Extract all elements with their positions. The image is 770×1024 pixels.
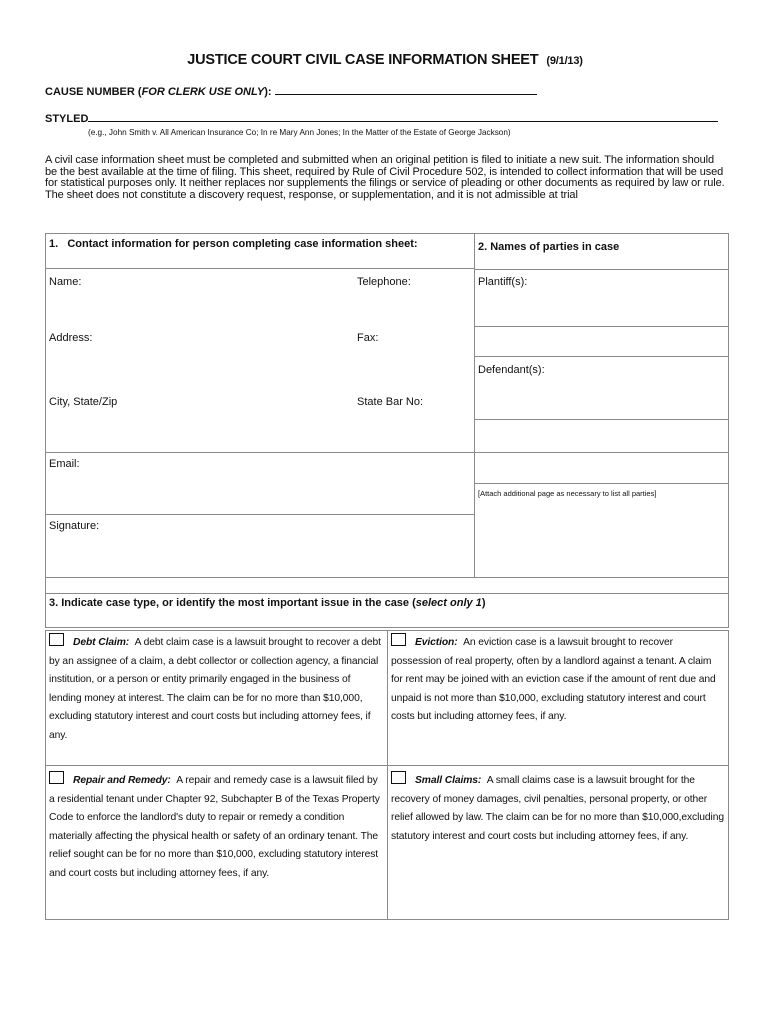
- debt-claim-text: A debt claim case is a lawsuit brought to recover a debt by an assignee of a claim, a debt collector or collection agency, a financial institution, or a person or entity primarily engaged in the business of lending money at interest. The claim can be for no more than $10,000, excluding statutory interest and court costs but including attorney fees, if any.: [49, 637, 381, 741]
- defendants-label: Defendant(s):: [478, 364, 545, 376]
- telephone-label: Telephone:: [357, 276, 411, 288]
- grid-line: [728, 233, 729, 594]
- grid-line: [728, 630, 729, 920]
- section1-number: 1.: [49, 238, 59, 250]
- grid-line: [474, 326, 729, 327]
- fax-label: Fax:: [357, 332, 379, 344]
- cause-number-blank[interactable]: [275, 84, 537, 95]
- styled-label: STYLED: [45, 113, 89, 125]
- debt-claim-title: Debt Claim:: [73, 637, 130, 648]
- cause-number-row: [45, 84, 537, 98]
- repair-remedy-text: A repair and remedy case is a lawsuit filed by a residential tenant under Chapter 92, Subchapter B of the Texas Property Code to enforce the landlord's duty to repair or remedy a condition materially affecting the physical health or safety of an ordinary tenant. The relief sought can be for no more than $10,000, excluding statutory interest and court costs but including attorney fees, if any.: [49, 775, 380, 879]
- intro-paragraph: A civil case information sheet must be completed and submitted when an original petition is filed to initiate a new suit. The information should be the best available at the time of filing. This sheet, required by Rule of Civil Procedure 502, is intended to collect information that will be used for statistical purposes only. It neither replaces nor supplements the filings or service of pleading or other documents as required by law or rule. The sheet does not constitute a discovery request, response, or supplementation, and it is not admissible at trial: [45, 154, 725, 201]
- section3-heading: [49, 597, 485, 609]
- grid-line: [728, 593, 729, 627]
- cause-number-label: CAUSE NUMBER (: [45, 86, 142, 98]
- eviction-text: An eviction case is a lawsuit brought to recover possession of real property, often by a landlord against a tenant. A claim for rent may be joined with an eviction case if the amount of rent due and unpaid is not more than $10,000, excluding statutory interest and court costs but including attorney fees, if any.: [391, 637, 716, 723]
- section1-heading-text: Contact information for person completing case information sheet:: [67, 238, 418, 250]
- grid-line: [387, 630, 388, 920]
- cause-number-italic: FOR CLERK USE ONLY: [141, 86, 265, 98]
- city-state-zip-label: City, State/Zip: [49, 396, 118, 408]
- styled-example: (e.g., John Smith v. All American Insurance Co; In re Mary Ann Jones; In the Matter of the Estate of George Jackson): [88, 128, 511, 137]
- grid-line: [474, 419, 729, 420]
- section3-heading-text: 3. Indicate case type, or identify the most important issue in the case (: [49, 597, 416, 609]
- form-title-text: JUSTICE COURT CIVIL CASE INFORMATION SHEET: [187, 52, 539, 68]
- plaintiffs-label: Plantiff(s):: [478, 276, 528, 288]
- grid-line: [45, 577, 729, 578]
- grid-line: [474, 269, 729, 270]
- grid-line: [45, 233, 729, 234]
- repair-remedy-checkbox[interactable]: [49, 771, 64, 784]
- repair-remedy-title: Repair and Remedy:: [73, 775, 171, 786]
- grid-line: [45, 593, 729, 594]
- grid-line: [45, 233, 46, 594]
- small-claims-option[interactable]: [391, 771, 725, 846]
- section1-heading: [49, 238, 418, 250]
- eviction-option[interactable]: [391, 633, 725, 727]
- small-claims-title: Small Claims:: [415, 775, 482, 786]
- attach-note: [Attach additional page as necessary to list all parties]: [478, 489, 657, 498]
- signature-label: Signature:: [49, 520, 100, 532]
- grid-line: [45, 630, 46, 920]
- grid-line: [474, 452, 729, 453]
- form-title: [0, 52, 770, 68]
- grid-line: [474, 233, 475, 578]
- eviction-title: Eviction:: [415, 637, 458, 648]
- repair-remedy-option[interactable]: [49, 771, 383, 884]
- small-claims-text: A small claims case is a lawsuit brought for the recovery of money damages, civil penalties, personal property, or other relief allowed by law. The claim can be for no more than $10,000,excluding statutory interest and court costs but including attorney fees, if any.: [391, 775, 724, 842]
- grid-line: [45, 452, 475, 453]
- styled-blank[interactable]: [88, 111, 718, 122]
- cause-number-label-end: ):: [264, 86, 272, 98]
- section3-heading-end: ): [481, 597, 486, 609]
- debt-claim-checkbox[interactable]: [49, 633, 64, 646]
- grid-line: [45, 514, 475, 515]
- state-bar-label: State Bar No:: [357, 396, 424, 408]
- grid-line: [45, 268, 475, 269]
- section2-heading: 2. Names of parties in case: [478, 241, 620, 253]
- name-label: Name:: [49, 276, 82, 288]
- form-date: (9/1/13): [546, 55, 583, 67]
- email-label: Email:: [49, 458, 80, 470]
- eviction-checkbox[interactable]: [391, 633, 406, 646]
- grid-line: [45, 627, 729, 628]
- grid-line: [45, 765, 729, 766]
- section3-heading-italic: select only 1: [415, 597, 482, 609]
- grid-line: [474, 356, 729, 357]
- styled-row: [45, 111, 718, 125]
- grid-line: [45, 593, 46, 627]
- small-claims-checkbox[interactable]: [391, 771, 406, 784]
- grid-line: [474, 483, 729, 484]
- grid-line: [45, 919, 729, 920]
- address-label: Address:: [49, 332, 93, 344]
- debt-claim-option[interactable]: [49, 633, 383, 746]
